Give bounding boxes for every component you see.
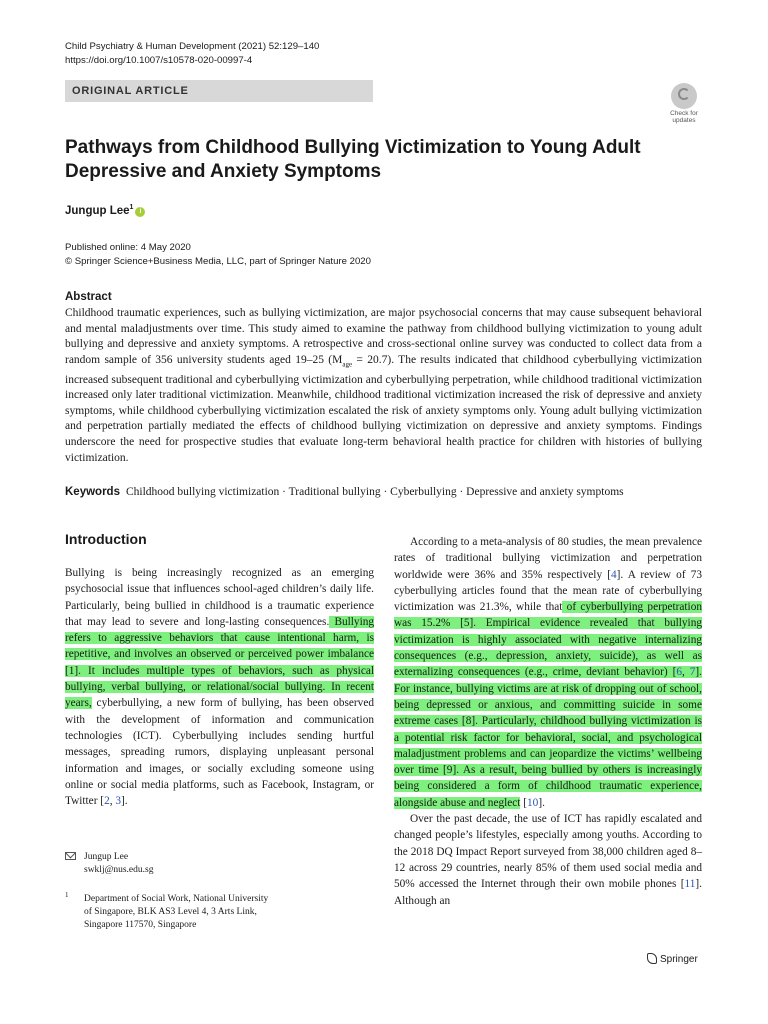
intro-paragraph-2: According to a meta-analysis of 80 studies, the mean prevalence rates of traditional bullying victimization and perpetration worldwide were 36% and 35% respectively [4]. A review of 73 cyberbullying articles found that the mean rate of cyberbullying victimization was 21.3%, while that of cyberbullying perpetration was 15.2% [5]. Empirical evidence revealed that bullying victimization is highly associated with negative internalizing consequences (e.g., depression, anxiety, suicide), as well as externalizing consequences (e.g., crime, deviant behavior) [6, 7]. For instance, bullying victims are at risk of dropping out of school, being depressed or anxious, and committing suicide in some extreme cases [8]. Particularly, childhood bullying victimization is a potential risk factor for behavioral, social, and psychological maladjustment problems and can jeopardize the victims’ wellbeing over time [9]. As a result, being bullied by others is increasingly being considered a form of childhood traumatic experience, alongside abuse and neglect [10]. — [394, 536, 702, 809]
citation-link[interactable]: 3 — [115, 795, 122, 808]
springer-horse-icon — [647, 953, 657, 964]
left-column — [65, 565, 374, 809]
introduction-heading: Introduction — [65, 531, 147, 547]
author-name[interactable]: Jungup Lee — [65, 204, 130, 217]
right-column — [394, 534, 702, 909]
author-affiliation-sup: 1 — [129, 204, 134, 211]
publisher-name: Springer — [660, 954, 698, 965]
highlight: For instance, bullying victims are at risk of dropping out of school, being depressed or anxious, and committing suicide in some extreme cases [8]. Particularly, childhood bullying victimization is a potential risk factor for behavioral, social, and psychological maladjustment problems and can jeopardize the victims’ wellbeing over time [9]. As a result, being bullied by others is increasingly being considered a form of childhood traumatic experience, alongside abuse and neglect — [394, 682, 702, 809]
check-for-updates-badge[interactable] — [664, 83, 704, 124]
journal-citation — [65, 40, 319, 68]
doi-link[interactable]: https://doi.org/10.1007/s10578-020-00997-4 — [65, 55, 253, 66]
orcid-icon[interactable]: i — [135, 207, 145, 217]
envelope-icon — [65, 852, 76, 860]
citation-link[interactable]: 4 — [610, 568, 617, 581]
citation-link[interactable]: 10 — [527, 796, 539, 809]
intro-paragraph-3: Over the past decade, the use of ICT has rapidly escalated and changed people’s lifestyles, especially among youths. According to the 2018 DQ Impact Report surveyed from 38,000 children aged 8–12 across 29 countries, nearly 85% of them used social media and 50% accessed the Internet through their own mobile phones [11]. Although an — [394, 813, 702, 907]
intro-paragraph-1: Bullying is being increasingly recognized as an emerging psychosocial issue that influences school-aged children’s daily life. Particularly, being bullied in childhood is a traumatic experience that may lead to severe and long-lasting consequences. Bullying refers to aggressive behaviors that cause intentional harm, is repetitive, and involves an observed or perceived power imbalance [1]. It includes multiple types of behaviors, such as physical bullying, verbal bullying, or relational/social bullying. In recent years, cyberbullying, a new form of bullying, has been observed with the development of information and communication technologies (ICT). Cyberbullying includes sending hurtful messages, spreading rumors, displaying unpleasant personal information and images, or socially excluding someone using online or social media platforms, such as Facebook, Instagram, or Twitter [2, 3]. — [65, 567, 374, 808]
badge-label: Check for updates — [670, 110, 698, 124]
article-title: Pathways from Childhood Bullying Victimization to Young Adult Depressive and Anxiety Symptoms — [65, 137, 641, 182]
article-type-banner: ORIGINAL ARTICLE — [65, 80, 373, 102]
citation-link[interactable]: 6 — [676, 666, 682, 679]
highlight: of cyberbullying perpetration was 15.2% [5]. Empirical evidence revealed that bullying victimization is highly associated with negative internalizing consequences (e.g., depression, anxiety, suicide), as well as externalizing consequences (e.g., crime, deviant behavior) [6, 7]. — [394, 601, 702, 679]
citation-link[interactable]: 7 — [689, 666, 696, 679]
keywords-label: Keywords — [65, 486, 120, 498]
citation-link[interactable]: 11 — [684, 878, 696, 891]
keywords-line — [65, 486, 624, 498]
author-line — [65, 204, 145, 217]
published-date: Published online: 4 May 2020 — [65, 242, 191, 253]
journal-name: Child Psychiatry & Human Development (2021) 52:129–140 — [65, 41, 320, 52]
affiliation-footnote: 1 Department of Social Work, National University of Singapore, BLK AS3 Level 4, 3 Arts Link, Singapore 117570, Singapore — [65, 891, 269, 930]
highlight: Bullying refers to aggressive behaviors that cause intentional harm, is repetitive, and involves an observed or perceived power imbalance [1]. It includes multiple types of behaviors, such as physical bullying, verbal bullying, or relational/social bullying. In recent years, — [65, 615, 374, 710]
contact-email[interactable]: swklj@nus.edu.sg — [84, 865, 154, 875]
citation-link[interactable]: 2 — [104, 795, 110, 808]
contact-name: Jungup Lee — [84, 852, 129, 862]
publication-info — [65, 241, 371, 269]
check-updates-icon — [671, 83, 697, 109]
abstract-heading: Abstract — [65, 291, 112, 303]
keywords-list: Childhood bullying victimization · Traditional bullying · Cyberbullying · Depressive and anxiety symptoms — [125, 486, 624, 498]
affiliation-number: 1 — [65, 891, 69, 899]
publisher-footer — [647, 953, 698, 965]
corresponding-author-footnote — [65, 851, 153, 877]
copyright: © Springer Science+Business Media, LLC, part of Springer Nature 2020 — [65, 256, 371, 267]
abstract-text: Childhood traumatic experiences, such as bullying victimization, are major psychosocial concerns that may cause subsequent behavioral and mental maladjustments over time. This study aimed to examine the pathway from childhood bullying victimization to young adult bullying and depressive and anxiety symptoms. A retrospective and cross-sectional online survey was conducted to collect data from a random sample of 356 university students aged 19–25 $(M_{age} = 20.7)$. The results indicated that childhood cyberbullying victimization increased subsequent traditional and cyberbullying victimization and cyberbullying perpetration, while childhood traditional victimization increased only later traditional victimization. Meanwhile, childhood traditional victimization increased the risk of depressive and anxiety symptoms, while childhood cyberbullying victimization escalated the risk of anxiety symptoms only. Young adult bullying victimization and perpetration partially mediated the effects of childhood bullying victimization on depressive and anxiety symptoms. Findings underscore the need for prospective studies that evaluate long-term behavioral health practice for children with histories of bullying victimization. — [65, 307, 702, 464]
